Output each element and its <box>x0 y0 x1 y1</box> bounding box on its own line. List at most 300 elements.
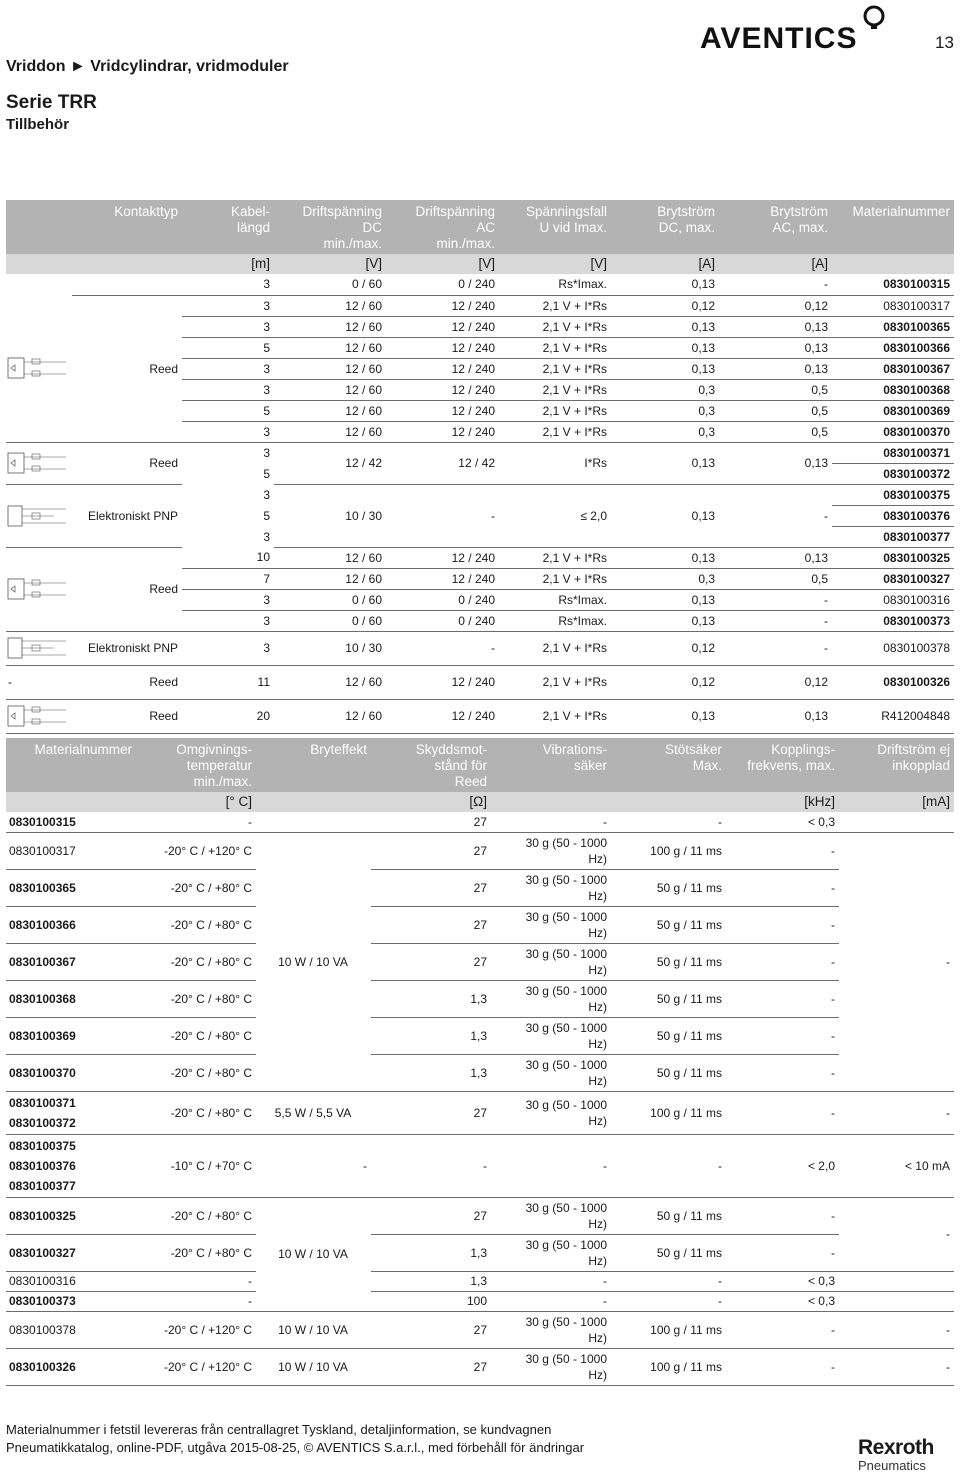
resistance-cell: 27 <box>371 943 491 980</box>
table-cell: - <box>386 631 499 665</box>
table-cell: - <box>371 1134 491 1197</box>
frequency-cell: - <box>726 869 839 906</box>
vibration-cell: - <box>491 1291 611 1311</box>
shock-cell: 100 g / 11 ms <box>611 832 726 869</box>
temperature-cell: -20° C / +120° C <box>136 1348 256 1385</box>
table-cell: 12 / 240 <box>386 665 499 699</box>
table-cell: 2,1 V + I*Rs <box>499 568 611 589</box>
resistance-cell: 1,3 <box>371 980 491 1017</box>
material-number-cell: 0830100327 <box>6 1234 136 1271</box>
frequency-cell: - <box>726 943 839 980</box>
material-number-cell: 0830100366 <box>6 906 136 943</box>
current-cell: - <box>839 1311 954 1348</box>
footer-note: Materialnummer i fetstil levereras från centrallagret Tyskland, detaljinformation, se kundvagnen <box>6 1422 552 1437</box>
unit-header <box>72 254 182 274</box>
resistance-cell: 27 <box>371 1348 491 1385</box>
column-header: Vibrations- säker <box>491 738 611 792</box>
column-header: Materialnummer <box>832 200 954 254</box>
table-row <box>6 1291 954 1311</box>
frequency-cell: - <box>726 1311 839 1348</box>
frequency-cell: - <box>726 980 839 1017</box>
table-cell: < 2,0 <box>726 1134 839 1197</box>
shock-cell: 50 g / 11 ms <box>611 1017 726 1054</box>
table-row <box>6 812 954 832</box>
table-cell: 2,1 V + I*Rs <box>499 358 611 379</box>
table-cell: 0 / 240 <box>386 610 499 631</box>
frequency-cell: < 0,3 <box>726 1291 839 1311</box>
unit-header: [A] <box>611 254 719 274</box>
resistance-cell: 1,3 <box>371 1271 491 1291</box>
material-number-cell: 0830100365 <box>6 869 136 906</box>
table-row <box>6 943 954 980</box>
table-cell: 0,13 <box>611 589 719 610</box>
current-cell <box>839 812 954 832</box>
table-row <box>6 1348 954 1385</box>
vibration-cell: 30 g (50 - 1000 Hz) <box>491 1054 611 1091</box>
table-cell: - <box>839 1091 954 1134</box>
temperature-cell: -20° C / +80° C <box>136 1054 256 1091</box>
table-row <box>6 869 954 906</box>
table-cell: 0 / 60 <box>274 589 386 610</box>
table-cell: 0,12 <box>611 665 719 699</box>
table-cell: 2,1 V + I*Rs <box>499 547 611 568</box>
specs-table-mechanical <box>6 738 954 1386</box>
table-cell: 5 <box>182 337 274 358</box>
shock-cell: - <box>611 812 726 832</box>
table-cell: < 10 mA <box>839 1134 954 1197</box>
table-cell: Rs*Imax. <box>499 610 611 631</box>
table-cell: 12 / 60 <box>274 547 386 568</box>
material-number-cell: 0830100315 <box>832 274 954 295</box>
contact-type-cell: Reed <box>72 665 182 699</box>
temperature-cell: - <box>136 812 256 832</box>
vibration-cell: 30 g (50 - 1000 Hz) <box>491 1348 611 1385</box>
unit-header: [A] <box>719 254 832 274</box>
table-cell: 12 / 42 <box>274 442 386 484</box>
footer-catalog: Pneumatikkatalog, online-PDF, utgåva 2015-08-25, © AVENTICS S.a.r.l., med förbehåll för ändringar <box>6 1440 585 1455</box>
table-cell: 12 / 60 <box>274 337 386 358</box>
resistance-cell: 1,3 <box>371 1054 491 1091</box>
switching-power-cell: 10 W / 10 VA <box>256 1348 371 1385</box>
unit-header <box>6 792 136 812</box>
material-number-cell: 0830100378 <box>6 1311 136 1348</box>
table-cell: 0,12 <box>719 295 832 316</box>
vibration-cell: 30 g (50 - 1000 Hz) <box>491 1311 611 1348</box>
specs-table-electrical <box>6 200 954 734</box>
vibration-cell: 30 g (50 - 1000 Hz) <box>491 1091 611 1134</box>
material-number-cell: 0830100317 <box>832 295 954 316</box>
material-number-cell: 0830100367 <box>6 943 136 980</box>
material-number-cell: 0830100315 <box>6 812 136 832</box>
resistance-cell: 27 <box>371 1311 491 1348</box>
shock-cell: 100 g / 11 ms <box>611 1311 726 1348</box>
series-title: Serie TRR <box>6 92 97 113</box>
material-number-cell: R412004848 <box>832 699 954 733</box>
column-header: Stötsäker Max. <box>611 738 726 792</box>
table-row <box>6 547 954 568</box>
table-cell: 3 <box>182 379 274 400</box>
material-number-cell: 0830100373 <box>6 1291 136 1311</box>
reed-switch-symbol-icon <box>6 703 70 729</box>
material-number-cell: 0830100316 <box>6 1271 136 1291</box>
material-number-cell: 0830100370 <box>6 1054 136 1091</box>
current-cell: - <box>839 1197 954 1271</box>
table-cell: - <box>256 1134 371 1197</box>
table-row <box>6 832 954 869</box>
unit-header: [V] <box>499 254 611 274</box>
table-cell: 2,1 V + I*Rs <box>499 400 611 421</box>
column-header: Omgivnings- temperatur min./max. <box>136 738 256 792</box>
table-cell: 12 / 60 <box>274 295 386 316</box>
unit-header <box>611 792 726 812</box>
symbol-header <box>6 200 72 254</box>
table-cell: 12 / 240 <box>386 400 499 421</box>
column-header: Brytström DC, max. <box>611 200 719 254</box>
table-row <box>6 906 954 943</box>
contact-type-cell: Reed <box>72 699 182 733</box>
table-cell: 10 / 30 <box>274 484 386 547</box>
table1-unit-row <box>6 254 954 274</box>
table-cell: 0,13 <box>611 274 719 295</box>
table-cell: 3 <box>182 421 274 442</box>
shock-cell: 50 g / 11 ms <box>611 906 726 943</box>
unit-header: [V] <box>386 254 499 274</box>
table-row <box>6 1311 954 1348</box>
table-row <box>6 1234 954 1271</box>
vibration-cell: 30 g (50 - 1000 Hz) <box>491 832 611 869</box>
table-cell: 7 <box>182 568 274 589</box>
current-cell: - <box>839 1348 954 1385</box>
frequency-cell: < 0,3 <box>726 812 839 832</box>
table-row <box>6 1091 954 1134</box>
column-header: Bryteffekt <box>256 738 371 792</box>
table-cell: 12 / 60 <box>274 316 386 337</box>
table-cell: 12 / 240 <box>386 379 499 400</box>
material-number-cell: 0830100373 <box>832 610 954 631</box>
reed-switch-symbol-icon <box>6 355 70 381</box>
table-cell: 0 / 240 <box>386 274 499 295</box>
table-row <box>6 665 954 699</box>
table-cell: 2,1 V + I*Rs <box>499 699 611 733</box>
table-cell: 0,13 <box>611 316 719 337</box>
vibration-cell: 30 g (50 - 1000 Hz) <box>491 1197 611 1234</box>
material-number-cell: 0830100326 <box>6 1348 136 1385</box>
material-number-cell: 0830100375 <box>832 484 954 505</box>
table-cell: 12 / 240 <box>386 358 499 379</box>
table-cell: I*Rs <box>499 442 611 484</box>
material-number-cell: 0830100368 <box>6 980 136 1017</box>
table-cell: 5 <box>263 508 270 523</box>
material-number-cell: 0830100327 <box>832 568 954 589</box>
material-number-cell: 0830100368 <box>832 379 954 400</box>
table-cell: - <box>719 484 832 547</box>
material-number-cell: 0830100369 <box>6 1017 136 1054</box>
table-cell: 12 / 240 <box>386 337 499 358</box>
vibration-cell: 30 g (50 - 1000 Hz) <box>491 943 611 980</box>
breadcrumb: Vriddon ► Vridcylindrar, vridmoduler <box>6 58 289 75</box>
table2-unit-row <box>6 792 954 812</box>
vibration-cell: 30 g (50 - 1000 Hz) <box>491 1234 611 1271</box>
table-cell: 0,5 <box>719 400 832 421</box>
resistance-cell: 1,3 <box>371 1234 491 1271</box>
table-cell: 5,5 W / 5,5 VA <box>256 1091 371 1134</box>
symbol-cell: - <box>6 665 72 699</box>
switching-power-cell: 10 W / 10 VA <box>256 1311 371 1348</box>
table-cell: 3 <box>182 274 274 295</box>
material-number-cell: 0830100371 <box>832 442 954 463</box>
table-cell: - <box>491 1134 611 1197</box>
temperature-cell: -20° C / +120° C <box>136 1311 256 1348</box>
material-number-cell: 0830100375 0830100376 0830100377 <box>6 1134 136 1197</box>
frequency-cell: - <box>726 1054 839 1091</box>
frequency-cell: - <box>726 1234 839 1271</box>
table-cell: 0,5 <box>719 568 832 589</box>
shock-cell: 50 g / 11 ms <box>611 1234 726 1271</box>
table-cell: 12 / 60 <box>274 568 386 589</box>
frequency-cell: - <box>726 1017 839 1054</box>
temperature-cell: - <box>136 1291 256 1311</box>
current-cell <box>839 1291 954 1311</box>
table-cell: - <box>719 589 832 610</box>
table-cell: 12 / 240 <box>386 316 499 337</box>
symbol-cell <box>6 484 72 547</box>
table-cell: 0,13 <box>719 442 832 484</box>
table-cell: 12 / 60 <box>274 400 386 421</box>
material-number-cell: 0830100326 <box>832 665 954 699</box>
contact-type-cell: Reed <box>72 295 182 442</box>
vibration-cell: - <box>491 812 611 832</box>
table-cell: 12 / 60 <box>274 379 386 400</box>
material-number-cell: 0830100369 <box>832 400 954 421</box>
table-cell: 0,5 <box>719 421 832 442</box>
vibration-cell: 30 g (50 - 1000 Hz) <box>491 1017 611 1054</box>
table-cell: 0 / 60 <box>274 610 386 631</box>
table-cell: 0,13 <box>611 610 719 631</box>
table-cell: 5 <box>182 400 274 421</box>
frequency-cell: < 0,3 <box>726 1271 839 1291</box>
table-cell: 0,3 <box>611 400 719 421</box>
contact-type-cell: Reed <box>72 547 182 631</box>
table-cell: 3 <box>182 610 274 631</box>
column-header: Driftström ej inkopplad <box>839 738 954 792</box>
unit-header: [° C] <box>136 792 256 812</box>
table-row <box>6 1134 954 1197</box>
table2-header-row <box>6 738 954 792</box>
material-number-cell: 0830100370 <box>832 421 954 442</box>
table-cell: - <box>719 274 832 295</box>
reed-switch-symbol-icon <box>6 450 70 476</box>
table-cell: 0,3 <box>611 379 719 400</box>
material-number-cell: 0830100372 <box>832 463 954 484</box>
table-cell: 0 / 240 <box>386 589 499 610</box>
column-header: Kopplings- frekvens, max. <box>726 738 839 792</box>
page-number: 13 <box>935 33 954 52</box>
table-cell: - <box>719 631 832 665</box>
material-number-cell: 0830100378 <box>832 631 954 665</box>
contact-type-cell: Elektroniskt PNP <box>72 484 182 547</box>
temperature-cell: -20° C / +80° C <box>136 869 256 906</box>
aventics-logo <box>700 4 890 52</box>
table-cell: 0,12 <box>719 665 832 699</box>
table-cell: 5 <box>263 466 270 481</box>
table-cell: 0,13 <box>719 699 832 733</box>
material-number-cell: 0830100316 <box>832 589 954 610</box>
table-cell: 12 / 60 <box>274 421 386 442</box>
resistance-cell: 1,3 <box>371 1017 491 1054</box>
material-number-cell: 0830100317 <box>6 832 136 869</box>
resistance-cell: 27 <box>371 812 491 832</box>
table-cell: 3 <box>263 529 270 544</box>
table-row <box>6 484 954 505</box>
table-cell: 2,1 V + I*Rs <box>499 631 611 665</box>
symbol-cell <box>6 274 72 295</box>
table-cell: 10 <box>182 547 274 568</box>
table-cell: 12 / 60 <box>274 665 386 699</box>
table-cell: 12 / 42 <box>386 442 499 484</box>
table-cell: - <box>726 1091 839 1134</box>
symbol-cell <box>6 699 72 733</box>
vibration-cell: - <box>491 1271 611 1291</box>
table-cell: -10° C / +70° C <box>136 1134 256 1197</box>
table-row <box>6 1017 954 1054</box>
table-cell: ≤ 2,0 <box>499 484 611 547</box>
table-row <box>6 699 954 733</box>
table-cell: Rs*Imax. <box>499 589 611 610</box>
table-cell: 2,1 V + I*Rs <box>499 316 611 337</box>
material-number-cell: 0830100365 <box>832 316 954 337</box>
unit-header: [m] <box>182 254 274 274</box>
table-cell: 0,12 <box>611 295 719 316</box>
unit-header: [Ω] <box>371 792 491 812</box>
switching-power-cell: 10 W / 10 VA <box>256 832 371 1091</box>
table-cell: 0,3 <box>611 421 719 442</box>
table-cell: 2,1 V + I*Rs <box>499 665 611 699</box>
unit-header: [V] <box>274 254 386 274</box>
table-row <box>6 1197 954 1234</box>
vibration-cell: 30 g (50 - 1000 Hz) <box>491 980 611 1017</box>
table-cell: 12 / 60 <box>274 358 386 379</box>
material-number-cell: 0830100366 <box>832 337 954 358</box>
table-cell: 27 <box>371 1091 491 1134</box>
temperature-cell: -20° C / +80° C <box>136 980 256 1017</box>
symbol-cell <box>6 442 72 484</box>
table-cell: 0,13 <box>719 547 832 568</box>
table-cell: 0,13 <box>719 316 832 337</box>
vibration-cell: 30 g (50 - 1000 Hz) <box>491 869 611 906</box>
column-header: Brytström AC, max. <box>719 200 832 254</box>
temperature-cell: -20° C / +80° C <box>136 1234 256 1271</box>
shock-cell: - <box>611 1271 726 1291</box>
resistance-cell: 27 <box>371 832 491 869</box>
contact-type-cell: Elektroniskt PNP <box>72 631 182 665</box>
reed-switch-symbol-icon <box>6 576 70 602</box>
switching-power-cell: 10 W / 10 VA <box>256 1197 371 1311</box>
resistance-cell: 27 <box>371 869 491 906</box>
table-cell: 3 <box>182 295 274 316</box>
temperature-cell: -20° C / +80° C <box>136 1197 256 1234</box>
table-cell: 0,13 <box>611 358 719 379</box>
temperature-cell: -20° C / +80° C <box>136 1017 256 1054</box>
table-cell: Rs*Imax. <box>499 274 611 295</box>
table-cell: 2,1 V + I*Rs <box>499 379 611 400</box>
column-header: Kabel- längd <box>182 200 274 254</box>
symbol-cell <box>6 631 72 665</box>
column-header: Kontakttyp <box>72 200 182 254</box>
shock-cell: 100 g / 11 ms <box>611 1348 726 1385</box>
table-cell: 12 / 240 <box>386 699 499 733</box>
column-header: Spänningsfall U vid Imax. <box>499 200 611 254</box>
table-cell: 3 <box>263 445 270 460</box>
table-cell: 12 / 240 <box>386 547 499 568</box>
table-row <box>6 442 954 463</box>
resistance-cell: 27 <box>371 906 491 943</box>
unit-header: [kHz] <box>726 792 839 812</box>
pnp-sensor-symbol-icon <box>6 503 70 529</box>
frequency-cell: - <box>726 906 839 943</box>
switching-power-cell <box>256 812 371 832</box>
table-cell: 0,13 <box>611 484 719 547</box>
table-cell: - <box>611 1134 726 1197</box>
symbol-cell <box>6 295 72 442</box>
shock-cell: 50 g / 11 ms <box>611 1197 726 1234</box>
table-row <box>6 1271 954 1291</box>
current-cell: - <box>839 832 954 1091</box>
table-cell: 0,13 <box>719 337 832 358</box>
frequency-cell: - <box>726 1197 839 1234</box>
temperature-cell: -20° C / +80° C <box>136 906 256 943</box>
table-cell: 10 / 30 <box>274 631 386 665</box>
resistance-cell: 100 <box>371 1291 491 1311</box>
temperature-cell: -20° C / +120° C <box>136 832 256 869</box>
table-cell: 12 / 60 <box>274 699 386 733</box>
table-cell: 0,13 <box>719 358 832 379</box>
unit-header <box>256 792 371 812</box>
table-cell: 2,1 V + I*Rs <box>499 295 611 316</box>
table-cell: 0 / 60 <box>274 274 386 295</box>
temperature-cell: -20° C / +80° C <box>136 943 256 980</box>
table-cell: 0,13 <box>611 442 719 484</box>
table-row <box>6 980 954 1017</box>
column-header: Driftspänning DC min./max. <box>274 200 386 254</box>
table-cell: 2,1 V + I*Rs <box>499 337 611 358</box>
symbol-cell <box>6 547 72 631</box>
table-cell: 12 / 240 <box>386 295 499 316</box>
series-subtitle: Tillbehör <box>6 116 70 133</box>
table-row <box>6 295 954 316</box>
material-number-cell: 0830100325 <box>832 547 954 568</box>
table-cell: -20° C / +80° C <box>136 1091 256 1134</box>
table-cell: 0,13 <box>611 547 719 568</box>
shock-cell: 50 g / 11 ms <box>611 1054 726 1091</box>
table-cell: - <box>719 610 832 631</box>
column-header: Materialnummer <box>6 738 136 792</box>
unit-header <box>832 254 954 274</box>
table-cell: 3 <box>182 358 274 379</box>
table-cell: 11 <box>182 665 274 699</box>
material-number-cell: 0830100377 <box>832 526 954 547</box>
unit-header: [mA] <box>839 792 954 812</box>
table-cell: 3 <box>263 487 270 502</box>
table-row <box>6 1054 954 1091</box>
material-number-cell: 0830100325 <box>6 1197 136 1234</box>
material-number-cell: 0830100376 <box>832 505 954 526</box>
table-cell: 3 <box>182 631 274 665</box>
table-cell: - <box>386 484 499 547</box>
table-cell <box>72 274 182 295</box>
table-cell: 100 g / 11 ms <box>611 1091 726 1134</box>
table-cell: 12 / 240 <box>386 568 499 589</box>
table-row <box>6 631 954 665</box>
